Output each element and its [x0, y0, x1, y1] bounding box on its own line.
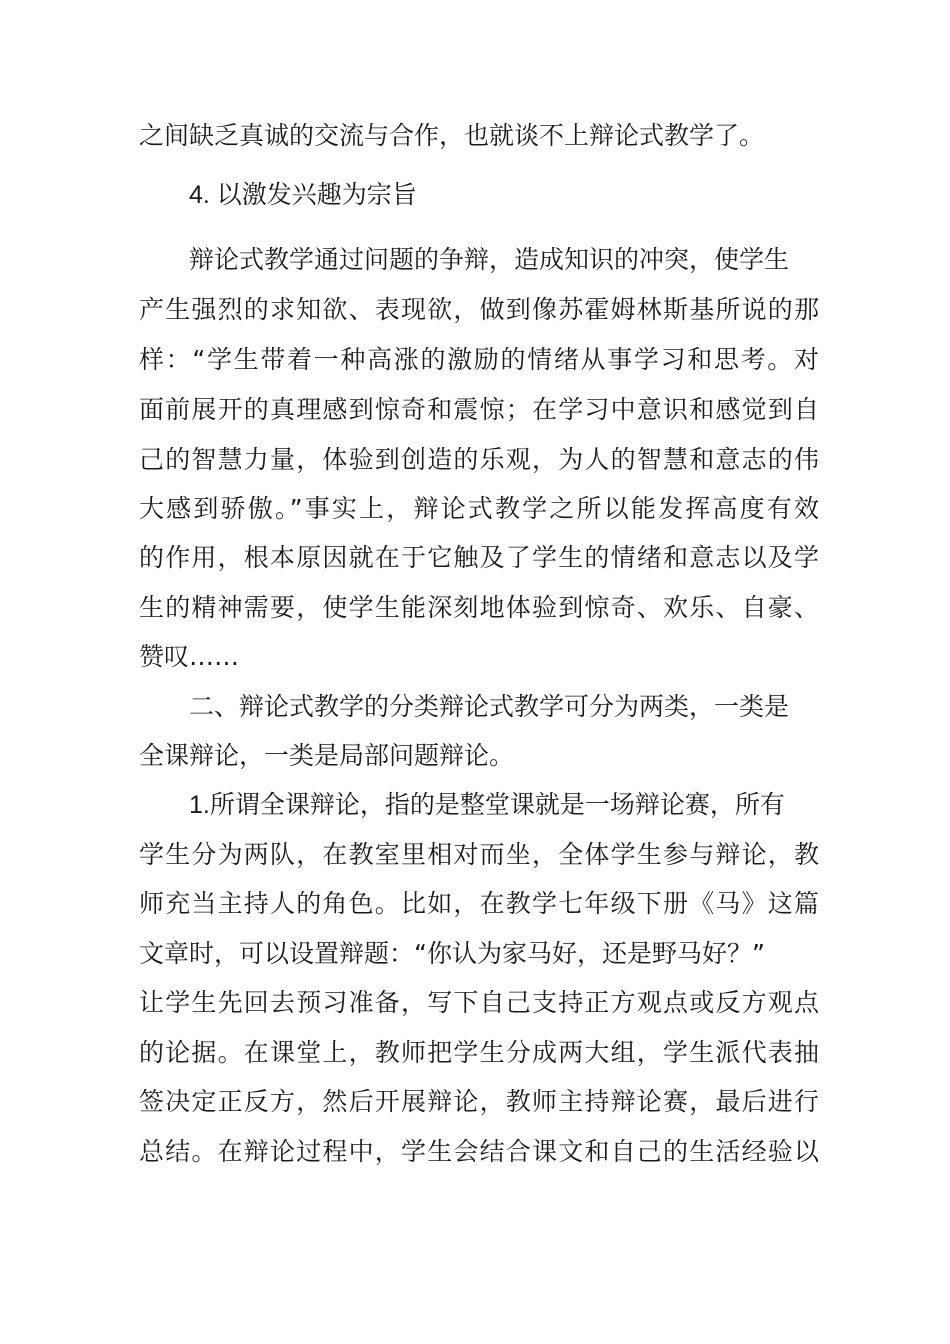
paragraph-line: 学生分为两队，在教室里相对而坐，全体学生参与辩论，教 — [139, 840, 819, 869]
paragraph-line: 样：“学生带着一种高涨的激励的情绪从事学习和思考。对 — [139, 345, 819, 374]
section-heading: 4. 以激发兴趣为宗旨 — [189, 181, 417, 209]
paragraph-line: 的论据。在课堂上，教师把学生分成两大组，学生派代表抽 — [139, 1038, 819, 1067]
paragraph-line: 大感到骄傲。”事实上，辩论式教学之所以能发挥高度有效 — [139, 494, 819, 523]
paragraph-line: 1.所谓全课辩论，指的是整堂课就是一场辩论赛，所有 — [189, 791, 785, 819]
paragraph-line: 全课辩论，一类是局部问题辩论。 — [139, 741, 515, 770]
paragraph-line: 文章时，可以设置辩题：“你认为家马好，还是野马好？” — [139, 939, 765, 968]
paragraph-line: 签决定正反方，然后开展辩论，教师主持辩论赛，最后进行 — [139, 1087, 819, 1116]
paragraph-line: 总结。在辩论过程中，学生会结合课文和自己的生活经验以 — [139, 1137, 819, 1166]
paragraph-line: 之间缺乏真诚的交流与合作，也就谈不上辩论式教学了。 — [139, 121, 765, 150]
paragraph-line: 的作用，根本原因就在于它触及了学生的情绪和意志以及学 — [139, 543, 819, 572]
section-heading: 二、辩论式教学的分类辩论式教学可分为两类，一类是 — [189, 692, 790, 721]
paragraph-line: 辩论式教学通过问题的争辩，造成知识的冲突，使学生 — [189, 245, 790, 274]
paragraph-line: 师充当主持人的角色。比如，在教学七年级下册《马》这篇 — [139, 889, 819, 918]
paragraph-line: 让学生先回去预习准备，写下自己支持正方观点或反方观点 — [139, 988, 819, 1017]
paragraph-line: 面前展开的真理感到惊奇和震惊；在学习中意识和感觉到自 — [139, 395, 819, 424]
paragraph-line: 赞叹…… — [139, 642, 240, 671]
paragraph-line: 己的智慧力量，体验到创造的乐观，为人的智慧和意志的伟 — [139, 445, 819, 474]
paragraph-line: 生的精神需要，使学生能深刻地体验到惊奇、欢乐、自豪、 — [139, 593, 819, 622]
paragraph-line: 产生强烈的求知欲、表现欲，做到像苏霍姆林斯基所说的那 — [139, 295, 819, 324]
